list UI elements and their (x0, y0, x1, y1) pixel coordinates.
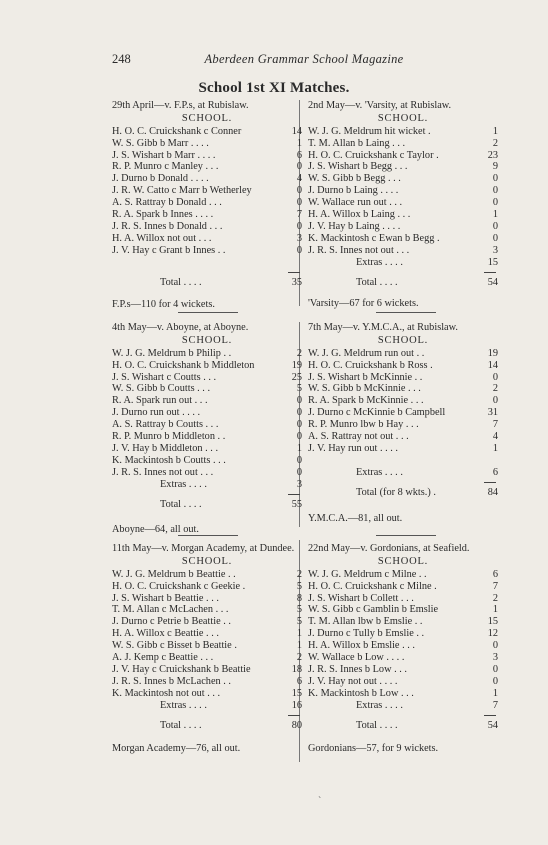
extras-row (112, 479, 302, 491)
total-label: Total . . . . (356, 276, 398, 288)
batsman-entry: J. Durno b Laing . . . . (308, 185, 399, 197)
batsman-entry: J. R. S. Innes not out . . . (308, 244, 410, 256)
page-number: 248 (112, 52, 131, 66)
batting-row (308, 245, 498, 257)
team-label: SCHOOL. (377, 112, 429, 124)
batting-row (112, 664, 302, 676)
batsman-entry: J. R. S. Innes b McLachen . . (112, 675, 231, 687)
spacer (308, 455, 498, 467)
batting-row (112, 431, 302, 443)
match-heading: 22nd May—v. Gordonians, at Seafield. (308, 543, 470, 554)
batting-row (112, 455, 302, 467)
runs-value: 0 (296, 466, 302, 478)
runs-value: 7 (492, 419, 498, 431)
total-label: Total . . . . (160, 276, 202, 288)
section-separator (178, 312, 238, 313)
extras-label: Extras . . . . (356, 699, 403, 711)
batting-row (112, 173, 302, 185)
batting-row (112, 676, 302, 688)
batting-row (308, 138, 498, 150)
runs-value: 2 (492, 592, 498, 604)
match-scorecard (112, 322, 302, 536)
batsman-entry: J. S. Wishart b McKinnie . . (308, 371, 423, 383)
batsman-entry: W. J. G. Meldrum b Philip . . (112, 347, 232, 359)
batsman-entry: J. R. W. Catto c Marr b Wetherley (112, 185, 252, 197)
batsman-entry: A. S. Rattray not out . . . (308, 431, 409, 443)
batsman-entry: A. S. Rattray b Donald . . . (112, 197, 222, 209)
batting-row (308, 593, 498, 605)
total-row (308, 487, 498, 499)
batting-row (308, 569, 498, 581)
total-row (308, 720, 498, 732)
batting-row (112, 395, 302, 407)
batting-row (308, 360, 498, 372)
batsman-entry: J. S. Wishart b Begg . . . (308, 161, 408, 173)
batting-row (308, 604, 498, 616)
spacer (112, 257, 302, 269)
opponent-result: F.P.s—110 for 4 wickets. (112, 298, 215, 310)
runs-value: 31 (487, 407, 498, 419)
batting-row (308, 372, 498, 384)
runs-value: 1 (296, 442, 302, 454)
runs-value: 1 (296, 137, 302, 149)
runs-value: 2 (492, 137, 498, 149)
runs-value: 0 (492, 640, 498, 652)
runs-value: 0 (492, 185, 498, 197)
runs-value: 2 (296, 568, 302, 580)
runs-value: 0 (296, 197, 302, 209)
batting-row (308, 431, 498, 443)
batsman-entry: H. O. C. Cruickshank b Ross . (308, 359, 433, 371)
total-row (112, 277, 302, 289)
runs-value: 6 (492, 568, 498, 580)
total-row (112, 720, 302, 732)
batsman-entry: J. S. Wishart b Marr . . . . (112, 149, 216, 161)
batsman-entry: H. O. C. Cruickshank c Conner (112, 125, 242, 137)
batting-row (112, 419, 302, 431)
runs-value: 12 (487, 628, 498, 640)
batting-row (112, 209, 302, 221)
batting-row (112, 185, 302, 197)
extras-value: 15 (487, 256, 498, 268)
match-scorecard (308, 100, 498, 310)
batsman-entry: H. A. Willox b Emslie . . . (308, 640, 415, 652)
runs-value: 0 (492, 675, 498, 687)
runs-value: 15 (291, 687, 302, 699)
runs-value: 5 (296, 580, 302, 592)
extras-row (308, 257, 498, 269)
batting-row (308, 150, 498, 162)
runs-value: 18 (291, 663, 302, 675)
batsman-entry: J. V. Hay run out . . . . (308, 442, 399, 454)
sum-rule (112, 269, 302, 277)
batsman-entry: J. V. Hay c Grant b Innes . . (112, 244, 226, 256)
batting-row (112, 221, 302, 233)
batsman-entry: W. S. Gibb b Marr . . . . (112, 137, 209, 149)
runs-value: 3 (296, 232, 302, 244)
runs-value: 1 (296, 628, 302, 640)
runs-value: 1 (492, 604, 498, 616)
batsman-entry: K. Mackintosh b Low . . . (308, 687, 414, 699)
batting-row (308, 676, 498, 688)
batsman-entry: J. Durno c Tully b Emslie . . (308, 628, 425, 640)
batsman-entry: J. R. S. Innes not out . . . (112, 466, 214, 478)
extras-label: Extras . . . . (356, 256, 403, 268)
section-separator (376, 535, 436, 536)
runs-value: 9 (492, 161, 498, 173)
batting-row (112, 161, 302, 173)
batsman-entry: H. A. Willox b Laing . . . (308, 209, 411, 221)
runs-value: 1 (492, 687, 498, 699)
batting-row (112, 126, 302, 138)
batsman-entry: J. Durno c McKinnie b Campbell (308, 407, 446, 419)
batting-row (112, 150, 302, 162)
batting-row (112, 407, 302, 419)
runs-value: 5 (296, 604, 302, 616)
batting-row (308, 443, 498, 455)
runs-value: 0 (296, 395, 302, 407)
opponent-result: Aboyne—64, all out. (112, 524, 199, 536)
runs-value: 0 (492, 173, 498, 185)
batting-row (112, 443, 302, 455)
runs-value: 5 (296, 383, 302, 395)
batting-row (308, 233, 498, 245)
runs-value: 0 (296, 161, 302, 173)
batting-row (308, 348, 498, 360)
runs-value: 6 (296, 675, 302, 687)
batsman-entry: J. R. S. Innes b Donald . . . (112, 220, 223, 232)
runs-value: 2 (296, 652, 302, 664)
batsman-entry: A. J. Kemp c Beattie . . . (112, 652, 214, 664)
batsman-entry: W. S. Gibb b Coutts . . . (112, 383, 211, 395)
runs-value: 3 (492, 244, 498, 256)
total-label: Total . . . . (356, 719, 398, 731)
extras-value: 16 (291, 699, 302, 711)
runs-value: 1 (492, 209, 498, 221)
batsman-entry: T. M. Allan c McLachen . . . (112, 604, 229, 616)
batting-row (112, 245, 302, 257)
runs-value: 0 (296, 185, 302, 197)
sum-rule (112, 491, 302, 499)
runs-value: 0 (296, 454, 302, 466)
batsman-entry: R. A. Spark run out . . . (112, 395, 208, 407)
batting-row (308, 383, 498, 395)
sum-rule (308, 269, 498, 277)
runs-value: 0 (492, 371, 498, 383)
runs-value: 15 (487, 616, 498, 628)
runs-value: 6 (296, 149, 302, 161)
batsman-entry: W. Wallace run out . . . (308, 197, 403, 209)
total-value: 55 (291, 498, 302, 510)
runs-value: 25 (291, 371, 302, 383)
sum-rule (112, 712, 302, 720)
stray-mark: ` (318, 796, 322, 807)
batting-row (308, 173, 498, 185)
total-label: Total . . . . (160, 719, 202, 731)
total-label: Total (for 8 wkts.) . (356, 486, 436, 498)
batsman-entry: H. A. Willox c Beattie . . . (112, 628, 219, 640)
extras-label: Extras . . . . (356, 466, 403, 478)
batsman-entry: H. O. C. Cruickshank c Geekie . (112, 580, 246, 592)
extras-row (308, 467, 498, 479)
batsman-entry: J. V. Hay c Cruickshank b Beattie (112, 663, 251, 675)
match-scorecard (112, 100, 302, 310)
batsman-entry: J. S. Wishart c Coutts . . . (112, 371, 217, 383)
runs-value: 14 (487, 359, 498, 371)
runs-value: 14 (291, 125, 302, 137)
match-scorecard (112, 543, 302, 755)
batting-row (308, 664, 498, 676)
runs-value: 0 (492, 232, 498, 244)
match-heading: 29th April—v. F.P.s, at Rubislaw. (112, 100, 249, 111)
batting-row (112, 616, 302, 628)
runs-value: 0 (296, 419, 302, 431)
match-heading: 7th May—v. Y.M.C.A., at Rubislaw. (308, 322, 458, 333)
running-header (112, 52, 496, 68)
total-value: 84 (487, 486, 498, 498)
batsman-entry: T. M. Allan b Laing . . . (308, 137, 406, 149)
batting-row (112, 383, 302, 395)
batsman-entry: H. O. C. Cruickshank c Milne . (308, 580, 437, 592)
opponent-result: Y.M.C.A.—81, all out. (308, 512, 403, 524)
runs-value: 19 (487, 347, 498, 359)
total-value: 54 (487, 276, 498, 288)
batsman-entry: W. J. G. Meldrum c Milne . . (308, 568, 427, 580)
batsman-entry: R. A. Spark b Innes . . . . (112, 209, 214, 221)
runs-value: 0 (296, 431, 302, 443)
batsman-entry: R. A. Spark b McKinnie . . . (308, 395, 424, 407)
batting-row (112, 628, 302, 640)
page-title: School 1st XI Matches. (198, 80, 350, 96)
match-heading: 11th May—v. Morgan Academy, at Dundee. (112, 543, 295, 554)
batsman-entry: H. O. C. Cruickshank b Middleton (112, 359, 255, 371)
runs-value: 19 (291, 359, 302, 371)
batting-row (112, 569, 302, 581)
opponent-result: Gordonians—57, for 9 wickets. (308, 743, 439, 755)
batting-row (112, 604, 302, 616)
team-label: SCHOOL. (181, 334, 233, 346)
runs-value: 0 (492, 197, 498, 209)
batsman-entry: J. V. Hay b Middleton . . . (112, 442, 219, 454)
batsman-entry: R. P. Munro c Manley . . . (112, 161, 219, 173)
batting-row (112, 640, 302, 652)
sum-rule (308, 712, 498, 720)
batting-row (308, 197, 498, 209)
runs-value: 0 (296, 244, 302, 256)
batsman-entry: K. Mackintosh not out . . . (112, 687, 221, 699)
runs-value: 1 (492, 125, 498, 137)
batting-row (308, 616, 498, 628)
runs-value: 4 (492, 431, 498, 443)
match-heading: 4th May—v. Aboyne, at Aboyne. (112, 322, 249, 333)
magazine-title: Aberdeen Grammar School Magazine (204, 52, 404, 66)
match-heading: 2nd May—v. 'Varsity, at Rubislaw. (308, 100, 452, 111)
batting-row (308, 419, 498, 431)
batting-row (308, 161, 498, 173)
batting-row (112, 138, 302, 150)
extras-label: Extras . . . . (160, 699, 207, 711)
batting-row (112, 593, 302, 605)
batsman-entry: W. J. G. Meldrum hit wicket . (308, 125, 431, 137)
team-label: SCHOOL. (377, 555, 429, 567)
total-value: 35 (291, 276, 302, 288)
batting-row (308, 688, 498, 700)
batsman-entry: J. Durno run out . . . . (112, 407, 201, 419)
batsman-entry: W. J. G. Meldrum run out . . (308, 347, 425, 359)
total-row (112, 499, 302, 511)
team-label: SCHOOL. (181, 112, 233, 124)
extras-label: Extras . . . . (160, 478, 207, 490)
runs-value: 0 (492, 663, 498, 675)
batsman-entry: K. Mackintosh b Coutts . . . (112, 454, 226, 466)
batsman-entry: T. M. Allan lbw b Emslie . . (308, 616, 423, 628)
runs-value: 1 (492, 442, 498, 454)
batsman-entry: H. A. Willox not out . . . (112, 232, 212, 244)
batting-row (112, 652, 302, 664)
sum-rule (308, 479, 498, 487)
runs-value: 23 (487, 149, 498, 161)
runs-value: 0 (492, 220, 498, 232)
match-scorecard (308, 543, 498, 755)
team-label: SCHOOL. (181, 555, 233, 567)
batsman-entry: W. S. Gibb b McKinnie . . . (308, 383, 421, 395)
extras-row (308, 700, 498, 712)
extras-value: 3 (296, 478, 302, 490)
runs-value: 7 (296, 209, 302, 221)
batsman-entry: W. S. Gibb b Begg . . . (308, 173, 401, 185)
total-row (308, 277, 498, 289)
batting-row (308, 221, 498, 233)
batting-row (308, 581, 498, 593)
total-value: 80 (291, 719, 302, 731)
batsman-entry: R. P. Munro b Middleton . . (112, 431, 226, 443)
runs-value: 2 (492, 383, 498, 395)
batting-row (308, 652, 498, 664)
batting-row (308, 395, 498, 407)
batting-row (308, 209, 498, 221)
batting-row (112, 372, 302, 384)
batsman-entry: J. V. Hay b Laing . . . . (308, 220, 401, 232)
batting-row (308, 407, 498, 419)
extras-row (112, 700, 302, 712)
runs-value: 0 (492, 395, 498, 407)
batting-row (112, 581, 302, 593)
batsman-entry: W. Wallace b Low . . . . (308, 652, 405, 664)
batsman-entry: R. P. Munro lbw b Hay . . . (308, 419, 419, 431)
batsman-entry: J. S. Wishart b Beattie . . . (112, 592, 219, 604)
section-separator (376, 312, 436, 313)
batting-row (112, 360, 302, 372)
batting-row (112, 348, 302, 360)
batsman-entry: H. O. C. Cruickshank c Taylor . (308, 149, 439, 161)
batsman-entry: J. Durno c Petrie b Beattie . . (112, 616, 231, 628)
batsman-entry: A. S. Rattray b Coutts . . . (112, 419, 219, 431)
batsman-entry: W. S. Gibb c Gamblin b Emslie (308, 604, 439, 616)
total-value: 54 (487, 719, 498, 731)
batsman-entry: J. Durno b Donald . . . . (112, 173, 209, 185)
runs-value: 0 (296, 220, 302, 232)
batsman-entry: J. S. Wishart b Collett . . . (308, 592, 414, 604)
batting-row (308, 126, 498, 138)
batting-row (112, 233, 302, 245)
extras-value: 6 (492, 466, 498, 478)
opponent-result: 'Varsity—67 for 6 wickets. (308, 298, 419, 310)
batsman-entry: W. J. G. Meldrum b Beattie . . (112, 568, 236, 580)
runs-value: 3 (492, 652, 498, 664)
runs-value: 7 (492, 580, 498, 592)
runs-value: 2 (296, 347, 302, 359)
batsman-entry: W. S. Gibb c Bisset b Beattie . (112, 640, 237, 652)
team-label: SCHOOL. (377, 334, 429, 346)
extras-value: 7 (492, 699, 498, 711)
batting-row (112, 467, 302, 479)
batsman-entry: J. R. S. Innes b Low . . . (308, 663, 407, 675)
runs-value: 5 (296, 616, 302, 628)
total-label: Total . . . . (160, 498, 202, 510)
batting-row (112, 197, 302, 209)
batting-row (112, 688, 302, 700)
match-scorecard (308, 322, 498, 525)
batting-row (308, 628, 498, 640)
batting-row (308, 185, 498, 197)
runs-value: 0 (296, 407, 302, 419)
batsman-entry: K. Mackintosh c Ewan b Begg . (308, 232, 440, 244)
batsman-entry: J. V. Hay not out . . . . (308, 675, 398, 687)
runs-value: 1 (296, 640, 302, 652)
batting-row (308, 640, 498, 652)
runs-value: 4 (296, 173, 302, 185)
opponent-result: Morgan Academy—76, all out. (112, 743, 241, 755)
runs-value: 8 (296, 592, 302, 604)
